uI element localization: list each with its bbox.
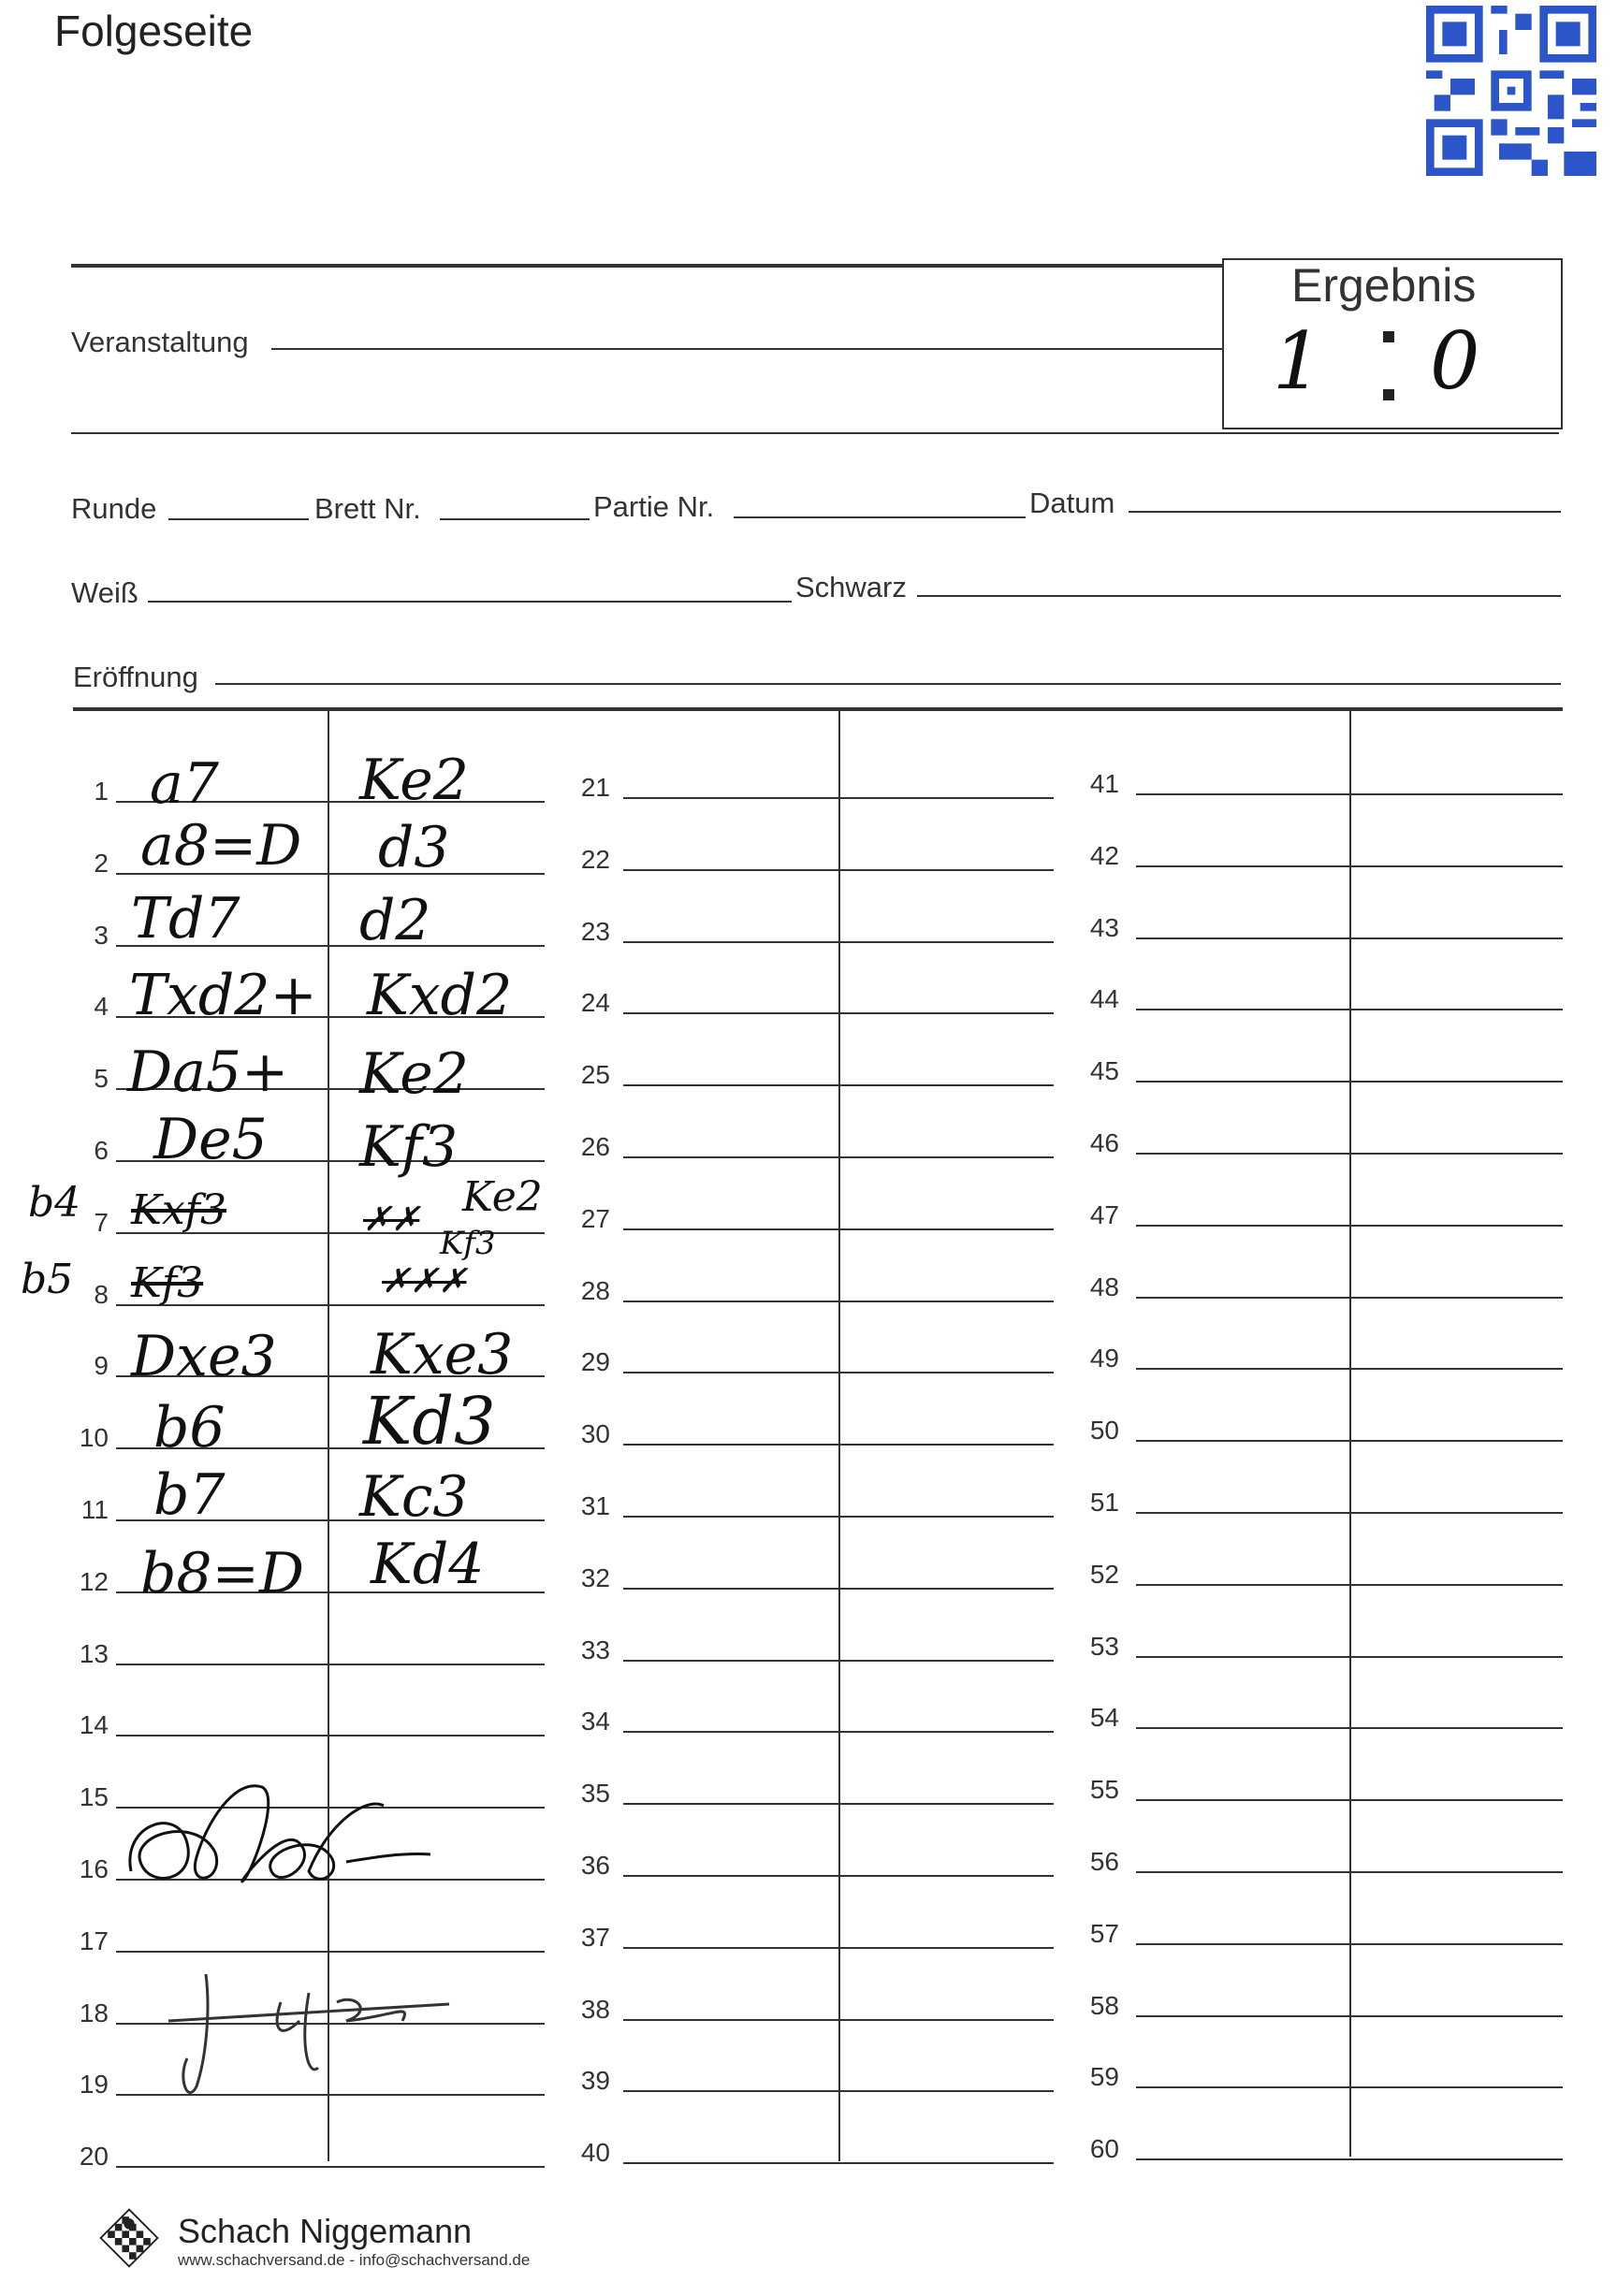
- moves-col-divider-1: [328, 711, 329, 2161]
- moves-col-divider-3: [1349, 711, 1351, 2157]
- move-number: 41: [1089, 769, 1119, 798]
- move-number: 25: [580, 1060, 610, 1090]
- move-row-line[interactable]: [1136, 1368, 1563, 1370]
- opening-line[interactable]: [215, 683, 1561, 685]
- chess-logo-icon: [94, 2202, 165, 2274]
- qr-code: [1426, 6, 1596, 176]
- move-2-black: d3: [378, 815, 450, 880]
- move-number: 21: [580, 773, 610, 802]
- brand-name: Schach Niggemann: [178, 2212, 473, 2250]
- move-number: 43: [1089, 912, 1119, 942]
- move-number: 16: [79, 1854, 109, 1883]
- move-number: 27: [580, 1203, 610, 1233]
- move-row-line[interactable]: [1136, 1871, 1563, 1873]
- move-8-black: Kf3: [440, 1225, 496, 1262]
- date-label: Datum: [1029, 487, 1115, 519]
- move-number: 2: [94, 848, 109, 878]
- move-row-line[interactable]: [623, 1084, 1054, 1086]
- result-colon-dot-bottom: [1383, 389, 1394, 400]
- move-number: 1: [94, 777, 109, 806]
- round-label: Runde: [71, 492, 157, 525]
- move-number: 33: [580, 1635, 610, 1664]
- move-row-line[interactable]: [1136, 937, 1563, 939]
- move-row-line[interactable]: [623, 1372, 1054, 1373]
- move-row-line[interactable]: [623, 1228, 1054, 1230]
- move-number: 50: [1089, 1416, 1119, 1446]
- move-number: 35: [580, 1779, 610, 1809]
- move-row-line[interactable]: [1136, 1584, 1563, 1586]
- result-colon-dot-top: [1383, 331, 1394, 342]
- move-row-line[interactable]: [1136, 2015, 1563, 2017]
- white-player-line[interactable]: [148, 601, 792, 603]
- move-row-line[interactable]: [623, 1803, 1054, 1805]
- move-number: 59: [1089, 2062, 1119, 2092]
- move-row-line[interactable]: [1136, 1225, 1563, 1227]
- move-6-white: De5: [153, 1107, 268, 1172]
- move-number: 58: [1089, 1990, 1119, 2020]
- result-white-score: 1: [1273, 315, 1323, 407]
- move-4-white: Txd2+: [129, 963, 317, 1028]
- move-number: 49: [1089, 1344, 1119, 1373]
- move-number: 19: [79, 2070, 109, 2100]
- move-row-line[interactable]: [1136, 1656, 1563, 1658]
- result-black-score: 0: [1430, 315, 1480, 407]
- move-number: 15: [79, 1782, 109, 1812]
- move-row-line[interactable]: [623, 1588, 1054, 1590]
- move-row-line[interactable]: [116, 1735, 545, 1737]
- move-12-black: Kd4: [371, 1532, 485, 1597]
- move-row-line[interactable]: [623, 1012, 1054, 1014]
- move-row-line[interactable]: [623, 1516, 1054, 1518]
- move-7-black: Ke2: [462, 1173, 543, 1221]
- move-row-line[interactable]: [623, 941, 1054, 943]
- move-7-white: Kxf3: [131, 1186, 226, 1234]
- move-10-white: b6: [153, 1395, 226, 1460]
- move-number: 14: [79, 1710, 109, 1740]
- move-10-black: Kd3: [363, 1383, 496, 1460]
- move-number: 20: [79, 2142, 109, 2172]
- move-row-line[interactable]: [1136, 1943, 1563, 1945]
- move-number: 5: [94, 1064, 109, 1094]
- move-number: 32: [580, 1562, 610, 1592]
- move-row-line[interactable]: [1136, 1727, 1563, 1729]
- move-number: 29: [580, 1347, 610, 1377]
- white-player-label: Weiß: [71, 576, 138, 609]
- move-row-line[interactable]: [1136, 865, 1563, 867]
- move-row-line[interactable]: [623, 1947, 1054, 1949]
- move-row-line[interactable]: [1136, 1081, 1563, 1083]
- move-2-white: a8=D: [140, 813, 302, 879]
- move-6-black: Kf3: [359, 1114, 459, 1180]
- move-3-white: Td7: [131, 886, 240, 952]
- move-row-line[interactable]: [623, 1301, 1054, 1302]
- move-number: 34: [580, 1707, 610, 1737]
- move-number: 39: [580, 2066, 610, 2096]
- move-row-line[interactable]: [623, 2090, 1054, 2092]
- board-label: Brett Nr.: [314, 492, 421, 525]
- move-8-black-crossed: ✗✗✗: [382, 1262, 467, 1301]
- move-11-black: Kc3: [359, 1464, 469, 1530]
- move-row-line[interactable]: [623, 869, 1054, 871]
- move-number: 54: [1089, 1703, 1119, 1733]
- move-row-line[interactable]: [623, 1875, 1054, 1877]
- opening-label: Eröffnung: [73, 661, 198, 693]
- move-row-line[interactable]: [1136, 2086, 1563, 2088]
- move-number: 11: [80, 1495, 109, 1524]
- move-number: 26: [580, 1132, 610, 1161]
- page-title: Folgeseite: [54, 7, 254, 55]
- move-number: 44: [1089, 984, 1119, 1014]
- move-number: 8: [94, 1279, 109, 1309]
- event-line[interactable]: [271, 348, 1222, 350]
- move-row-line[interactable]: [623, 1731, 1054, 1733]
- move-1-white: a7: [150, 751, 219, 817]
- move-number: 36: [580, 1851, 610, 1880]
- move-row-line[interactable]: [1136, 793, 1563, 795]
- move-row-line[interactable]: [1136, 1009, 1563, 1010]
- move-number: 38: [580, 1994, 610, 2024]
- move-11-white: b7: [153, 1462, 226, 1528]
- move-number: 23: [580, 916, 610, 946]
- move-number: 9: [94, 1351, 109, 1381]
- move-row-line[interactable]: [1136, 1799, 1563, 1801]
- event-bottom-rule: [71, 432, 1559, 434]
- move-row-line[interactable]: [623, 797, 1054, 799]
- move-number: 51: [1089, 1488, 1119, 1517]
- move-5-black: Ke2: [359, 1041, 469, 1107]
- move-row-line[interactable]: [623, 2162, 1054, 2164]
- black-player-line[interactable]: [917, 595, 1561, 597]
- move-row-line[interactable]: [623, 1660, 1054, 1662]
- move-9-white: Dxe3: [131, 1324, 277, 1389]
- move-row-line[interactable]: [623, 1444, 1054, 1446]
- date-line[interactable]: [1129, 511, 1561, 513]
- move-number: 57: [1089, 1918, 1119, 1948]
- move-8-white: Kf3: [131, 1259, 204, 1307]
- brand-contact: www.schachversand.de - info@schachversand.de: [178, 2251, 531, 2269]
- signature-2: [168, 1965, 468, 2105]
- move-row-line[interactable]: [623, 2019, 1054, 2021]
- move-number: 17: [79, 1925, 109, 1955]
- round-line[interactable]: [168, 518, 309, 520]
- move-number: 6: [94, 1136, 109, 1165]
- move-row-line[interactable]: [623, 1156, 1054, 1158]
- move-number: 53: [1089, 1631, 1119, 1661]
- margin-note-row-8: b5: [21, 1256, 74, 1303]
- move-row-line[interactable]: [116, 1664, 545, 1665]
- move-number: 28: [580, 1275, 610, 1305]
- move-7-black-crossed: ✗✗: [363, 1200, 420, 1239]
- move-number: 12: [79, 1566, 109, 1596]
- move-number: 45: [1089, 1056, 1119, 1086]
- move-5-white: Da5+: [127, 1039, 289, 1105]
- game-line[interactable]: [734, 516, 1026, 518]
- event-label: Veranstaltung: [71, 326, 249, 358]
- black-player-label: Schwarz: [795, 571, 907, 603]
- move-9-black: Kxe3: [371, 1322, 514, 1388]
- move-row-line[interactable]: [116, 1951, 545, 1953]
- move-1-black: Ke2: [359, 748, 469, 813]
- move-3-black: d2: [359, 888, 431, 953]
- move-number: 55: [1089, 1775, 1119, 1805]
- move-row-line[interactable]: [1136, 2158, 1563, 2160]
- move-number: 30: [580, 1419, 610, 1449]
- move-number: 37: [580, 1922, 610, 1952]
- move-row-line[interactable]: [1136, 1153, 1563, 1155]
- move-row-line[interactable]: [1136, 1512, 1563, 1514]
- move-number: 31: [580, 1491, 610, 1520]
- move-row-line[interactable]: [116, 2166, 545, 2168]
- moves-col-divider-2: [838, 711, 840, 2161]
- move-number: 22: [580, 844, 610, 874]
- move-row-line[interactable]: [1136, 1440, 1563, 1442]
- moves-top-rule: [73, 707, 1563, 711]
- move-number: 60: [1089, 2134, 1119, 2164]
- move-number: 18: [79, 1998, 109, 2027]
- signature-1: [112, 1768, 449, 1909]
- move-number: 10: [79, 1423, 109, 1453]
- move-12-white: b8=D: [140, 1541, 304, 1606]
- top-rule: [71, 264, 1224, 268]
- move-4-black: Kxd2: [367, 963, 513, 1028]
- game-label: Partie Nr.: [593, 490, 715, 523]
- move-row-line[interactable]: [1136, 1297, 1563, 1299]
- move-number: 3: [94, 920, 109, 950]
- move-number: 47: [1089, 1199, 1119, 1229]
- move-number: 13: [79, 1638, 109, 1668]
- move-number: 46: [1089, 1128, 1119, 1157]
- move-number: 48: [1089, 1272, 1119, 1301]
- result-label: Ergebnis: [1291, 259, 1477, 312]
- move-number: 4: [94, 992, 109, 1022]
- move-number: 7: [94, 1207, 109, 1237]
- move-number: 40: [580, 2138, 610, 2168]
- margin-note-row-7: b4: [28, 1179, 81, 1227]
- move-number: 24: [580, 988, 610, 1018]
- board-line[interactable]: [440, 518, 590, 520]
- move-number: 42: [1089, 840, 1119, 870]
- move-number: 56: [1089, 1847, 1119, 1876]
- move-number: 52: [1089, 1559, 1119, 1589]
